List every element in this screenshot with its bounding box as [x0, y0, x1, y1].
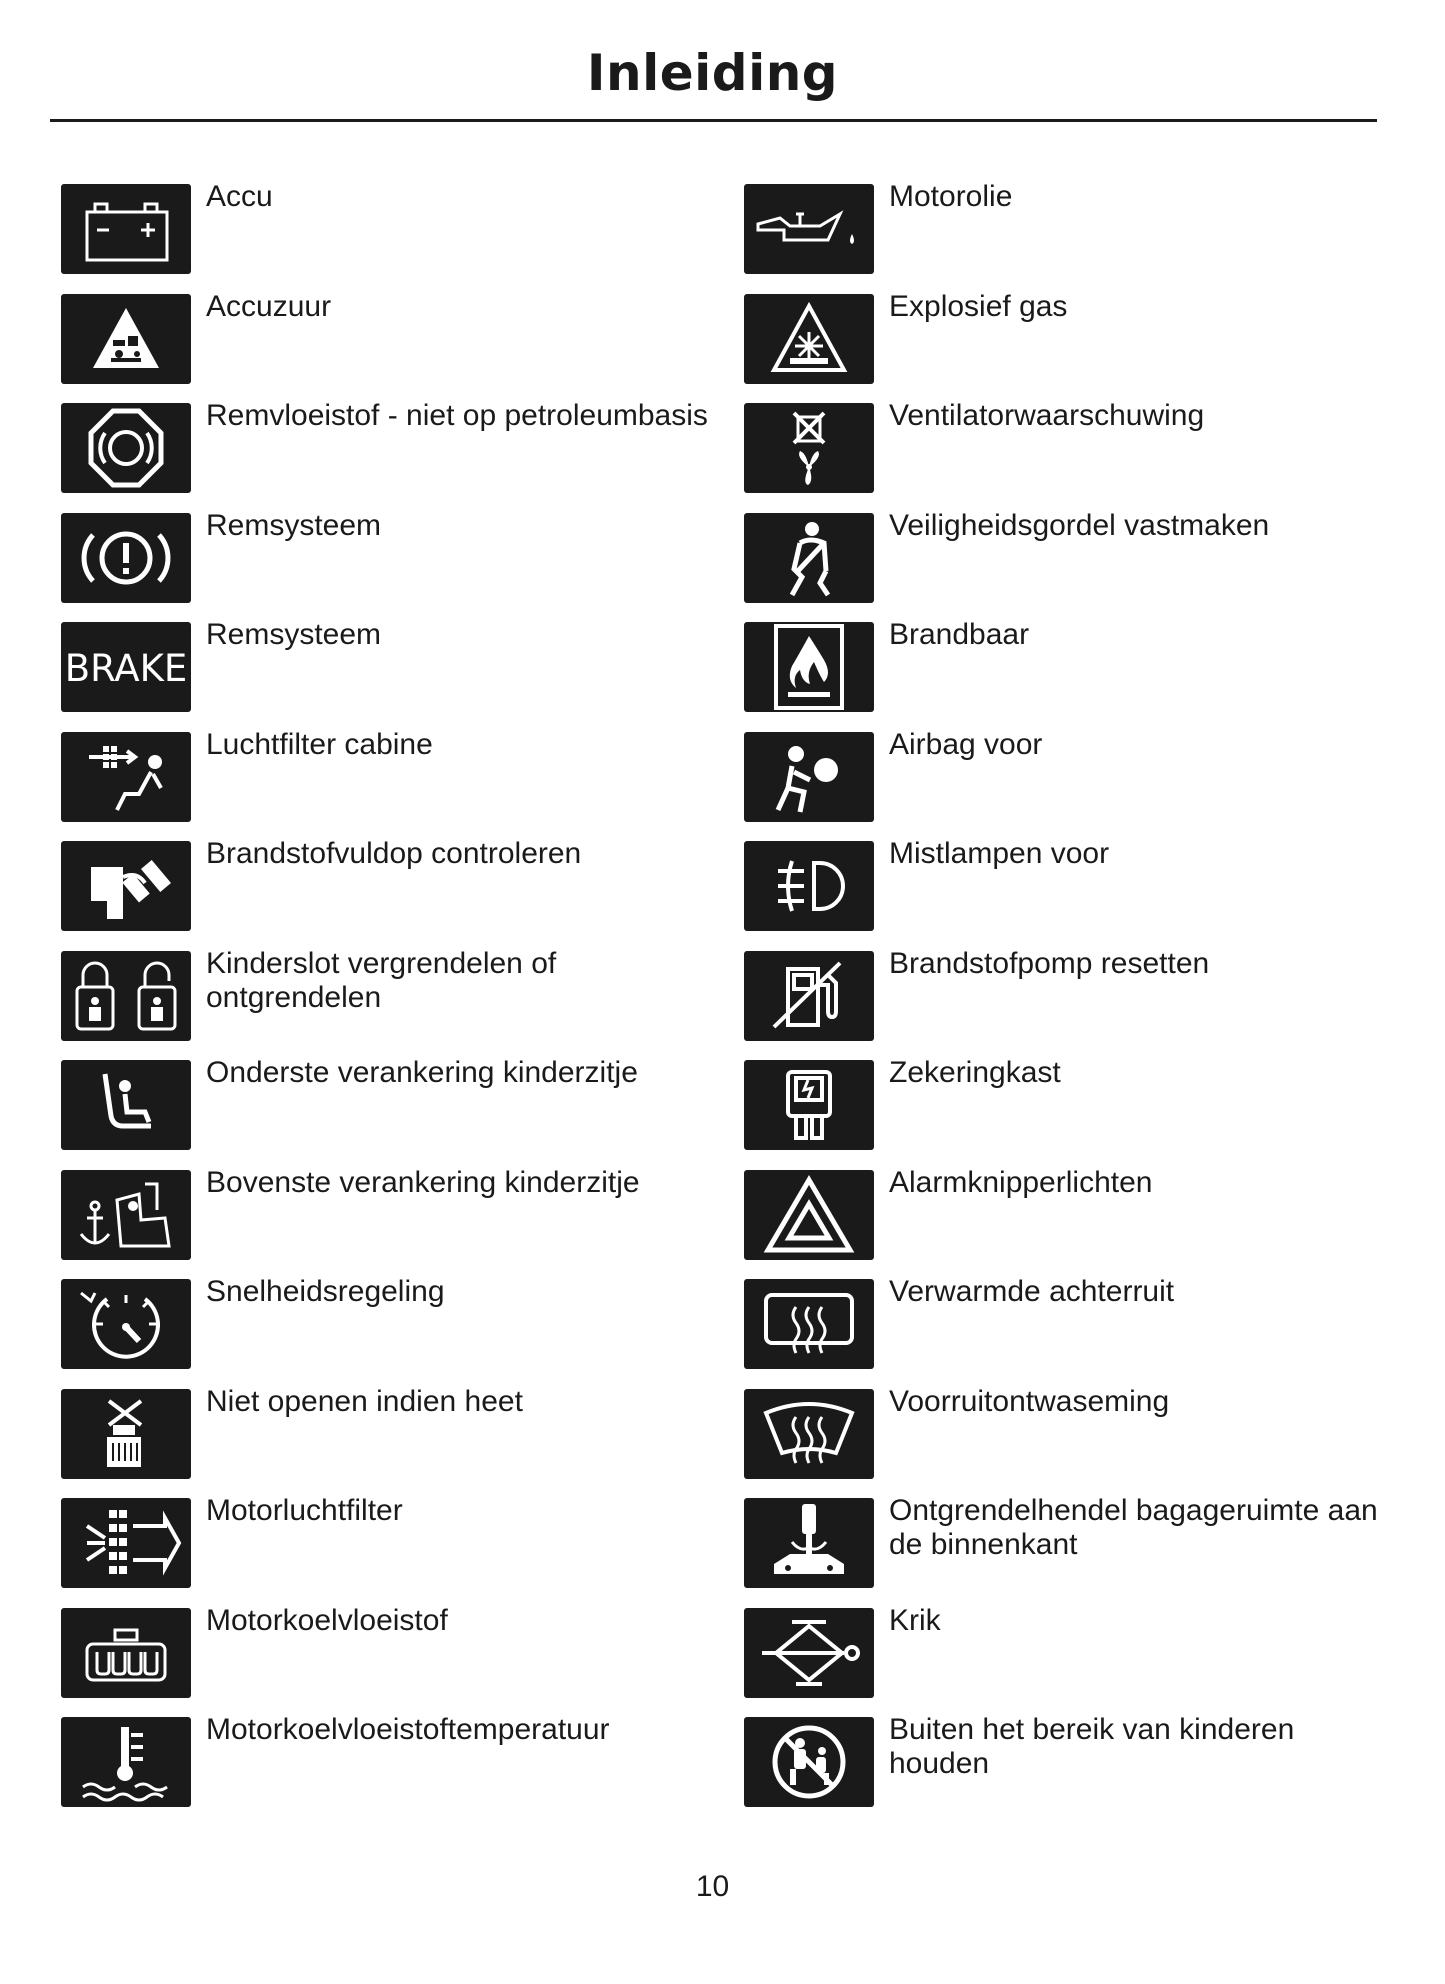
- symbol-label: Snelheidsregeling: [206, 1275, 445, 1308]
- symbol-entry: [61, 1494, 721, 1608]
- symbol-entry: [744, 1713, 1404, 1827]
- symbol-entry: [744, 727, 1404, 842]
- coolant-temperature-icon: [61, 1717, 191, 1807]
- symbol-label: Niet openen indien heet: [206, 1384, 523, 1418]
- brake-text-icon: [61, 622, 191, 712]
- left-symbol-column: [61, 180, 721, 1827]
- brake-icon-text: BRAKE: [64, 647, 188, 690]
- engine-air-filter-icon: [61, 1498, 191, 1588]
- symbol-entry: [61, 180, 721, 294]
- right-symbol-column: [744, 180, 1404, 1827]
- symbol-label: Accu: [206, 180, 273, 213]
- symbol-label: Veiligheidsgordel vastmaken: [889, 508, 1270, 542]
- brake-fluid-icon: [61, 403, 191, 493]
- jack-icon: [744, 1608, 874, 1698]
- fan-warning-icon: [744, 403, 874, 493]
- symbol-label: Airbag voor: [889, 727, 1043, 761]
- symbol-entry: [744, 618, 1404, 732]
- symbol-label: Mistlampen voor: [889, 837, 1110, 870]
- symbol-label: Bovenste verankering kinderzitje: [206, 1165, 640, 1199]
- symbol-entry: [61, 1275, 721, 1389]
- symbol-entry: [61, 837, 721, 951]
- symbol-entry: [61, 1165, 721, 1280]
- seatbelt-icon: [744, 513, 874, 603]
- symbol-entry: [744, 837, 1404, 951]
- symbol-label: Ontgrendelhendel bagageruimte aan de binnenkant: [889, 1494, 1378, 1561]
- symbol-entry: [744, 399, 1404, 513]
- symbol-entry: [744, 946, 1404, 1061]
- symbol-entry: [61, 1603, 721, 1718]
- upper-anchor-child-seat-icon: [61, 1170, 191, 1260]
- fuel-cap-icon: [61, 841, 191, 931]
- explosive-gas-icon: [744, 294, 874, 384]
- symbol-entry: [61, 508, 721, 623]
- symbol-label: Onderste verankering kinderzitje: [206, 1056, 638, 1089]
- symbol-label: Motorkoelvloeistoftemperatuur: [206, 1713, 610, 1746]
- symbol-label: Remsysteem: [206, 508, 382, 542]
- symbol-entry: [61, 289, 721, 404]
- symbol-entry: [744, 1384, 1404, 1499]
- cabin-air-filter-icon: [61, 732, 191, 822]
- symbol-label: Accuzuur: [206, 289, 332, 323]
- hazard-warning-icon: [744, 1170, 874, 1260]
- lower-anchor-child-seat-icon: [61, 1060, 191, 1150]
- battery-icon: [61, 184, 191, 274]
- symbol-label: Buiten het bereik van kinderen houden: [889, 1713, 1295, 1780]
- fuel-pump-reset-icon: [744, 951, 874, 1041]
- windshield-defrost-icon: [744, 1389, 874, 1479]
- symbol-label: Motorluchtfilter: [206, 1494, 403, 1527]
- engine-oil-icon: [744, 184, 874, 274]
- brake-system-icon: [61, 513, 191, 603]
- page-title: Inleiding: [586, 44, 839, 102]
- engine-coolant-icon: [61, 1608, 191, 1698]
- symbol-entry: [744, 1056, 1404, 1170]
- symbol-entry: [61, 727, 721, 842]
- cruise-control-icon: [61, 1279, 191, 1369]
- symbol-label: Luchtfilter cabine: [206, 727, 433, 761]
- symbol-entry: [744, 508, 1404, 623]
- symbol-entry: [61, 399, 721, 513]
- symbol-label: Brandbaar: [889, 618, 1030, 651]
- symbol-label: Brandstofpomp resetten: [889, 946, 1210, 980]
- symbol-entry: [61, 1056, 721, 1170]
- symbol-entry: [744, 180, 1404, 294]
- page-number: 10: [695, 1870, 730, 1903]
- symbol-entry: [744, 1165, 1404, 1280]
- title-divider: [50, 119, 1377, 122]
- symbol-label: Alarmknipperlichten: [889, 1165, 1153, 1199]
- symbol-label: Ventilatorwaarschuwing: [889, 399, 1205, 432]
- front-airbag-icon: [744, 732, 874, 822]
- symbol-label: Brandstofvuldop controleren: [206, 837, 582, 870]
- symbol-label: Motorkoelvloeistof: [206, 1603, 448, 1637]
- keep-out-of-reach-children-icon: [744, 1717, 874, 1807]
- symbol-entry: [61, 946, 721, 1061]
- fuse-box-icon: [744, 1060, 874, 1150]
- symbol-label: Voorruitontwaseming: [889, 1384, 1170, 1418]
- child-lock-icon: [61, 951, 191, 1041]
- symbol-label: Kinderslot vergrendelen of ontgrendelen: [206, 946, 557, 1014]
- symbol-label: Remsysteem: [206, 618, 382, 651]
- flammable-icon: [744, 622, 874, 712]
- symbol-label: Zekeringkast: [889, 1056, 1061, 1089]
- symbol-label: Krik: [889, 1603, 941, 1637]
- symbol-entry: [61, 1713, 721, 1827]
- symbol-label: Verwarmde achterruit: [889, 1275, 1175, 1308]
- do-not-open-hot-icon: [61, 1389, 191, 1479]
- symbol-label: Remvloeistof - niet op petroleumbasis: [206, 399, 708, 432]
- front-fog-lamps-icon: [744, 841, 874, 931]
- symbol-entry: [744, 1275, 1404, 1389]
- symbol-entry: [744, 289, 1404, 404]
- symbol-label: Explosief gas: [889, 289, 1068, 323]
- symbol-entry: [744, 1603, 1404, 1718]
- interior-trunk-release-icon: [744, 1498, 874, 1588]
- symbol-entry: [744, 1494, 1404, 1608]
- symbol-entry: [61, 1384, 721, 1499]
- battery-acid-icon: [61, 294, 191, 384]
- symbol-label: Motorolie: [889, 180, 1013, 213]
- symbol-entry: [61, 618, 721, 732]
- heated-rear-window-icon: [744, 1279, 874, 1369]
